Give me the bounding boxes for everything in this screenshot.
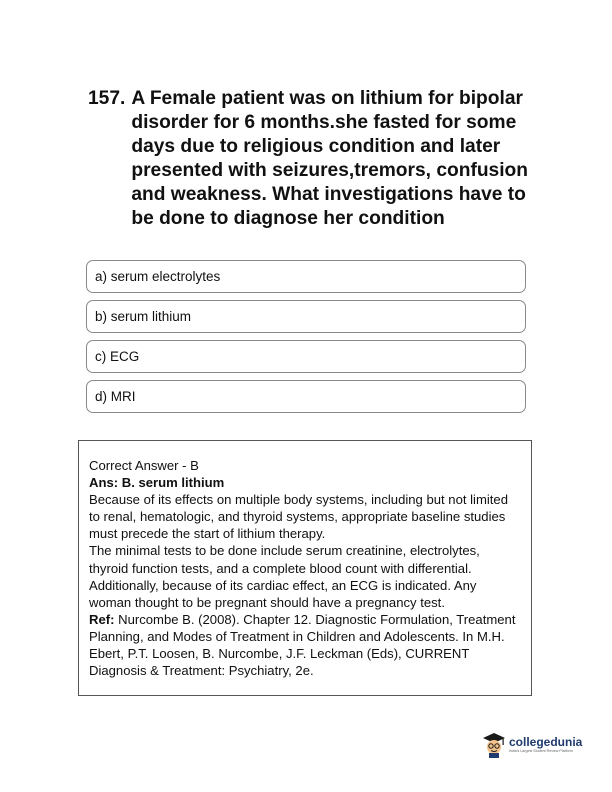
reference-text: Nurcombe B. (2008). Chapter 12. Diagnostic Formulation, Treatment Planning, and Modes of Treatment in Children and Adolescents. In M.H. Ebert, P.T. Loosen, B. Nurcombe, J.F. Leckman (Eds), CURRENT Diagnosis & Treatment: Psychiatry, 2e. [89,611,516,679]
brand-name: collegedunia [509,735,583,749]
answer-heading: Ans: B. serum lithium [89,475,225,491]
explanation-paragraph-1: Because of its effects on multiple body systems, including but not limited to renal, hematologic, and thyroid systems, appropriate baseline studies must precede the start of lithium therapy. [89,492,508,542]
graduate-mascot-icon [482,732,506,758]
option-a[interactable]: a) serum electrolytes [86,260,526,293]
option-c[interactable]: c) ECG [86,340,526,373]
option-d[interactable]: d) MRI [86,380,526,413]
answer-explanation-box [78,440,532,696]
question [88,87,528,231]
brand-tagline: India's Largest Student Review Platform [509,749,573,753]
correct-answer: Correct Answer - B [89,458,199,473]
brand-logo [482,732,582,758]
options-list [86,260,526,420]
option-b[interactable]: b) serum lithium [86,300,526,333]
explanation-paragraph-2: The minimal tests to be done include serum creatinine, electrolytes, thyroid function tests, and a complete blood count with differential. Additionally, because of its cardiac effect, an ECG is indicated. Any woman thought to be pregnant should have a pregnancy test. [89,543,480,610]
reference-label: Ref: [89,611,115,627]
question-number: 157. [88,88,126,109]
reference [89,611,521,679]
question-text: A Female patient was on lithium for bipolar disorder for 6 months.she fasted for some days due to religious condition and later presented with seizures,tremors, confusion and weakness. What investigations have to be done to diagnose her condition [131,88,528,229]
